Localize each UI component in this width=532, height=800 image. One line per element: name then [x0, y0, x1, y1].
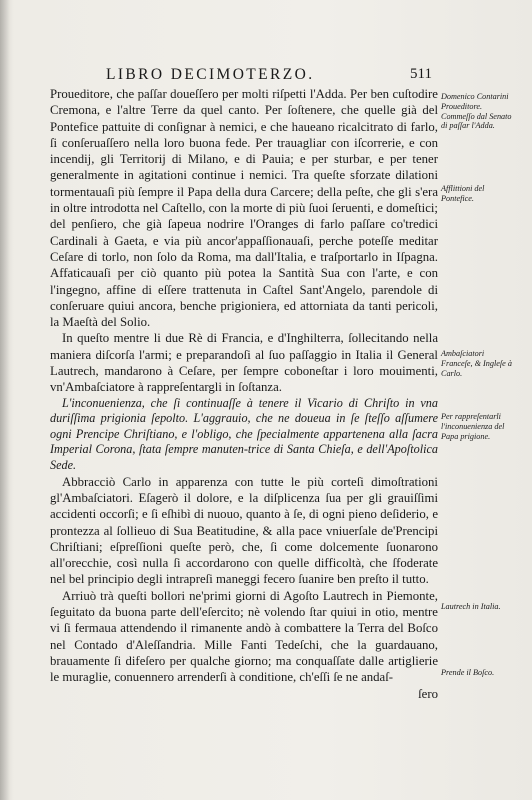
paragraph-1: Proueditore, che paſſar doueſſero per molti riſpetti l'Adda. Per ben cuſtodire Cremona, e l'altre Terre da quel canto. Per ſoſtenere, che quelle già del Pontefice pattuite di conſignar à nemici, e che haueano ricalcitrato di farlo, ſi conſeruaſſero nella loro buona fede. Per trauagliar con iſcorrerie, e con incendij, gli Territorij di Milano, e di Pauia; e per sturbar, e per tener generalmente in agitationi continue i nemici. Tra queſte sforzate dilationi tormentauaſi più ſempre il Papa della dura Carcere; della peſte, che gli s'era in oltre introdotta nel Caſtello, con la morte di più ſuoi ſeruenti, e domeſtici; del penſiero, che già ſapeua nodrire l'Oranges di farlo paſſare co'tredici Cardinali à Gaeta, e via più ancor'appaſſionauaſi, perche poteſſe meditar Ceſare di torlo, non ſolo da Roma, ma dall'Italia, e traſportarlo in Iſpagna. Affaticauaſi per ciò quanto più potea la Santità Sua con l'arte, e con l'ingegno, affine di eſſere trattenuta in Caſtel Sant'Angelo, parendole di conſeruare quiui ancora, benche prigioniera, ed attorniata da tanti pericoli, la Maeſtà del Solio. [50, 87, 438, 330]
main-text [50, 86, 438, 703]
margin-notes [441, 0, 529, 800]
running-title: LIBRO DECIMOTERZO. [106, 66, 315, 83]
margin-note-ambasciatori: Ambaſciatori Franceſe, & Ingleſe à Carlo. [441, 349, 512, 378]
paragraph-3-italic: L'inconuenienza, che ſi continuaſſe à tenere il Vicario di Chriſto in vna duriſſima prigionia ſepolto. L'aggrauio, che ne doueua in ſe ſteſſo aſſumere ogni Prencipe Chriſtiano, e l'obligo, che ſpecialmente appartenena alla ſacra Imperial Corona, ſtata ſempre manuten-trice di Santa Chieſa, e dell'Apoſtolica Sede. [50, 395, 438, 473]
margin-note-bosco: Prende il Boſco. [441, 668, 495, 677]
page-header [50, 66, 432, 86]
gutter-shadow [0, 0, 10, 800]
margin-note-contarini: Domenico Contarini Proueditore. Commeſſo dal Senato di paſſar l'Adda. [441, 92, 512, 131]
paragraph-4: Abbracciò Carlo in apparenza con tutte le più corteſi dimoſtrationi gl'Ambaſciatori. Eſagerò il dolore, e la diſplicenza ſua per gli grauiſſimi accidenti occorſi; e ſi eſhibì di nuouo, quanto à ſe, di ogni pieno deſiderio, e prontezza al ſollieuo di Sua Beatitudine, & alla pace vniuerſale de'Prencipi Chriſtiani; eſpreſſioni queſte però, che, ſi come dolcemente ſuonarono all'orecchie, così nulla ſi accordarono con quelle difficoltà, che ſfoderate nel bel principio degli intrapreſi maneggi fecero ſuanire ben preſto il tutto. [50, 474, 438, 587]
margin-note-afflittioni: Afflittioni del Pontefice. [441, 184, 485, 203]
paragraph-5: Arriuò trà queſti bollori ne'primi giorni di Agoſto Lautrech in Piemonte, ſeguitato da buona parte dell'eſercito; nè volendo ſtar quiui in otio, mentre vi ſi fermaua attendendo il rimanente andò à combattere la Terra del Boſco nel Contado d'Aleſſandria. Mille Fanti Tedeſchi, che la guardauano, brauamente ſi difeſero per qualche giorno; ma conquaſſate dalle artiglierie le muraglie, conuennero arrenderſi à conditione, ch'eſſi ſe ne andaſ- [50, 588, 438, 685]
catchword: ſero [418, 687, 438, 702]
paragraph-2: In queſto mentre li due Rè di Francia, e d'Inghilterra, ſollecitando nella maniera diſcorſa l'armi; e preparandoſi al ſuo paſſaggio in Italia il General Lautrech, mandarono à Ceſare, per ſempre coboneſtar i loro mouimenti, vn'Ambaſciatore à rappreſentargli in ſoſtanza. [50, 331, 438, 395]
page-number: 511 [410, 66, 432, 82]
margin-note-lautrech: Lautrech in Italia. [441, 602, 501, 611]
margin-note-rappresentarli: Per rappreſentarli l'inconuenienza del Papa prigione. [441, 412, 505, 441]
